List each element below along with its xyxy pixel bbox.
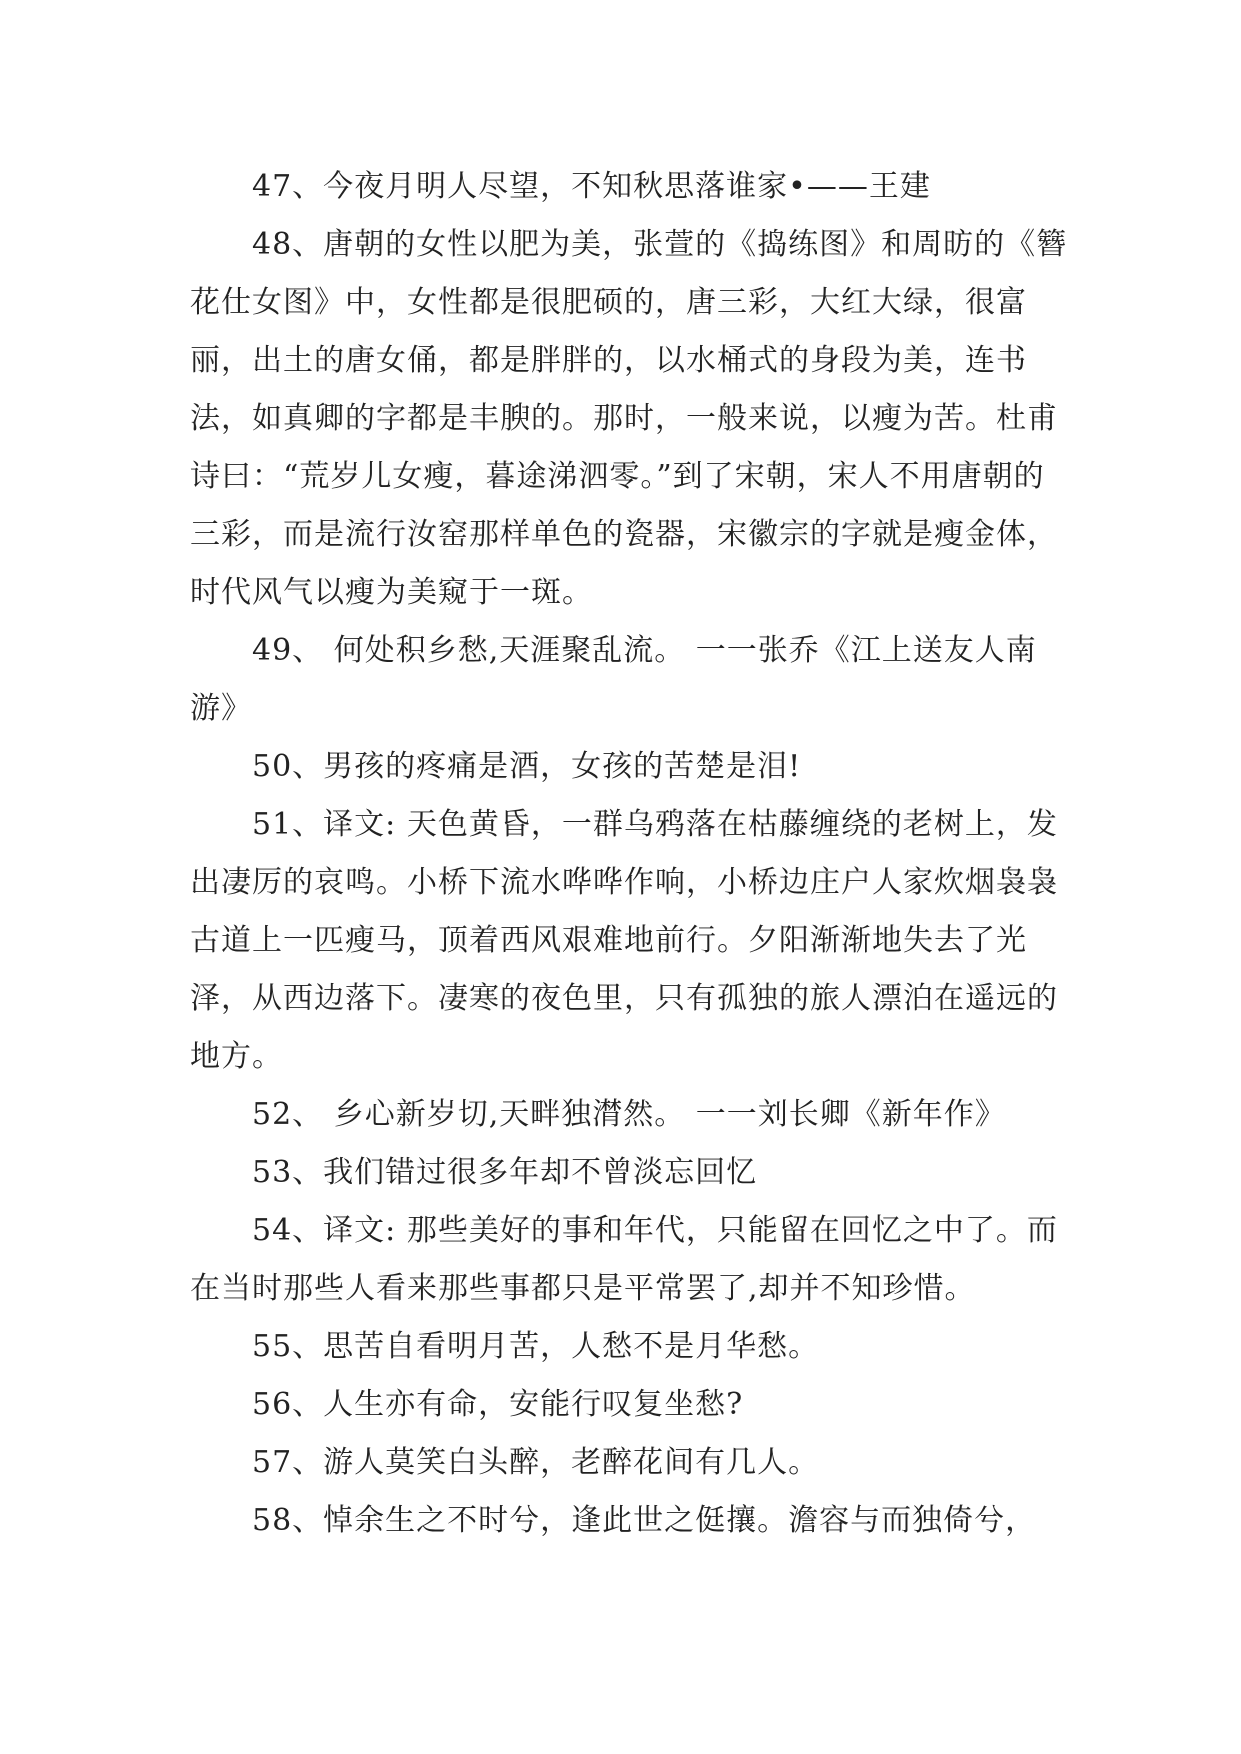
paragraph-57: 57、游人莫笑白头醉，老醉花间有几人。 [252,1445,820,1480]
paragraph-49: 49、 何处积乡愁,天涯聚乱流。 一一张乔《江上送友人南游》 [190,633,1037,726]
paragraph-54: 54、译文: 那些美好的事和年代，只能留在回忆之中了。而在当时那些人看来那些事都只是平常罢了,却并不知珍惜。 [190,1213,1058,1306]
paragraph-50: 50、男孩的疼痛是酒，女孩的苦楚是泪! [252,749,802,784]
paragraph-52: 52、 乡心新岁切,天畔独潸然。 一一刘长卿《新年作》 [252,1097,1006,1132]
document-body [190,158,1070,1550]
paragraph-58: 58、悼余生之不时兮，逢此世之侹攘。澹容与而独倚兮， [252,1503,1037,1538]
paragraph-56: 56、人生亦有命，安能行叹复坐愁? [252,1387,744,1422]
paragraph-47: 47、今夜月明人尽望，不知秋思落谁家•——王建 [252,169,931,204]
paragraph-53: 53、我们错过很多年却不曾淡忘回忆 [252,1155,758,1190]
paragraph-51: 51、译文: 天色黄昏，一群乌鸦落在枯藤缠绕的老树上，发出凄厉的哀鸣。小桥下流水哗哗作响，小桥边庄户人家炊烟袅袅古道上一匹瘦马，顶着西风艰难地前行。夕阳渐渐地失去了光泽，从西边落下。凄寒的夜色里，只有孤独的旅人漂泊在遥远的地方。 [190,807,1058,1074]
paragraph-48: 48、唐朝的女性以肥为美，张萱的《捣练图》和周昉的《簪花仕女图》中，女性都是很肥硕的，唐三彩，大红大绿，很富丽，出土的唐女俑，都是胖胖的，以水桶式的身段为美，连书法，如真卿的字都是丰腴的。那时，一般来说，以瘦为苦。杜甫诗曰：“荒岁儿女瘦，暮途涕泗零。”到了宋朝，宋人不用唐朝的三彩，而是流行汝窑那样单色的瓷器，宋徽宗的字就是瘦金体，时代风气以瘦为美窥于一斑。 [190,227,1068,610]
paragraph-55: 55、思苦自看明月苦，人愁不是月华愁。 [252,1329,820,1364]
